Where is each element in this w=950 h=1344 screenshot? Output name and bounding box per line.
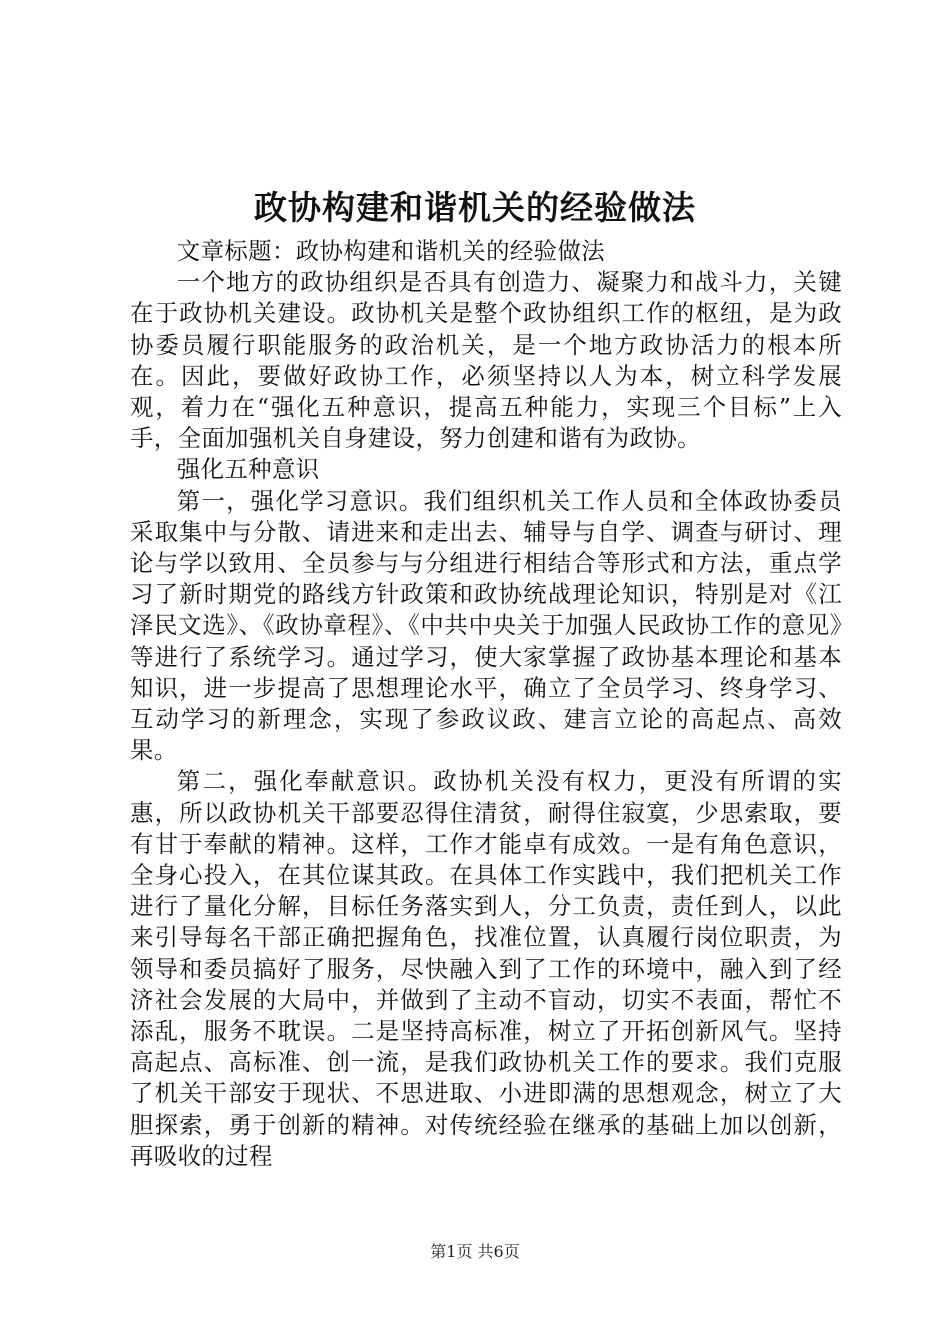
section-heading: 强化五种意识 xyxy=(176,455,320,484)
body-paragraph-dedication: 第二，强化奉献意识。政协机关没有权力，更没有所谓的实惠，所以政协机关干部要忍得住清贫，耐得住寂寞，少思索取，要有甘于奉献的精神。这样，工作才能卓有成效。一是有角色意识，全身心投入，在其位谋其政。在具体工作实践中，我们把机关工作进行了量化分解，目标任务落实到人，分工负责，责任到人，以此来引导每名干部正确把握角色，找准位置，认真履行岗位职责，为领导和委员搞好了服务，尽快融入到了工作的环境中，融入到了经济社会发展的大局中，并做到了主动不盲动，切实不表面，帮忙不添乱，服务不耽误。二是坚持高标准，树立了开拓创新风气。坚持高起点、高标准、创一流，是我们政协机关工作的要求。我们克服了机关干部安于现状、不思进取、小进即满的思想观念，树立了大胆探索，勇于创新的精神。对传统经验在继承的基础上加以创新，再吸收的过程 xyxy=(130,767,842,1170)
article-title-line: 文章标题：政协构建和谐机关的经验做法 xyxy=(176,237,606,265)
body-paragraph-learning: 第一，强化学习意识。我们组织机关工作人员和全体政协委员采取集中与分散、请进来和走出去、辅导与自学、调查与研讨、理论与学以致用、全员参与与分组进行相结合等形式和方法，重点学习了新时期党的路线方针政策和政协统战理论知识，特别是对《江泽民文选》、《政协章程》、《中共中央关于加强人民政协工作的意见》等进行了系统学习。通过学习，使大家掌握了政协基本理论和基本知识，进一步提高了思想理论水平，确立了全员学习、终身学习、互动学习的新理念，实现了参政议政、建言立论的高起点、高效果。 xyxy=(130,486,842,765)
page-number-footer: 第1页 共6页 xyxy=(430,1242,520,1261)
intro-paragraph: 一个地方的政协组织是否具有创造力、凝聚力和战斗力，关键在于政协机关建设。政协机关是整个政协组织工作的枢纽，是为政协委员履行职能服务的政治机关，是一个地方政协活力的根本所在。因此，要做好政协工作，必须坚持以人为本，树立科学发展观，着力在“强化五种意识，提高五种能力，实现三个目标”上入手，全面加强机关自身建设，努力创建和谐有为政协。 xyxy=(130,268,842,453)
document-body xyxy=(130,236,842,1172)
document-title: 政协构建和谐机关的经验做法 xyxy=(254,188,696,227)
